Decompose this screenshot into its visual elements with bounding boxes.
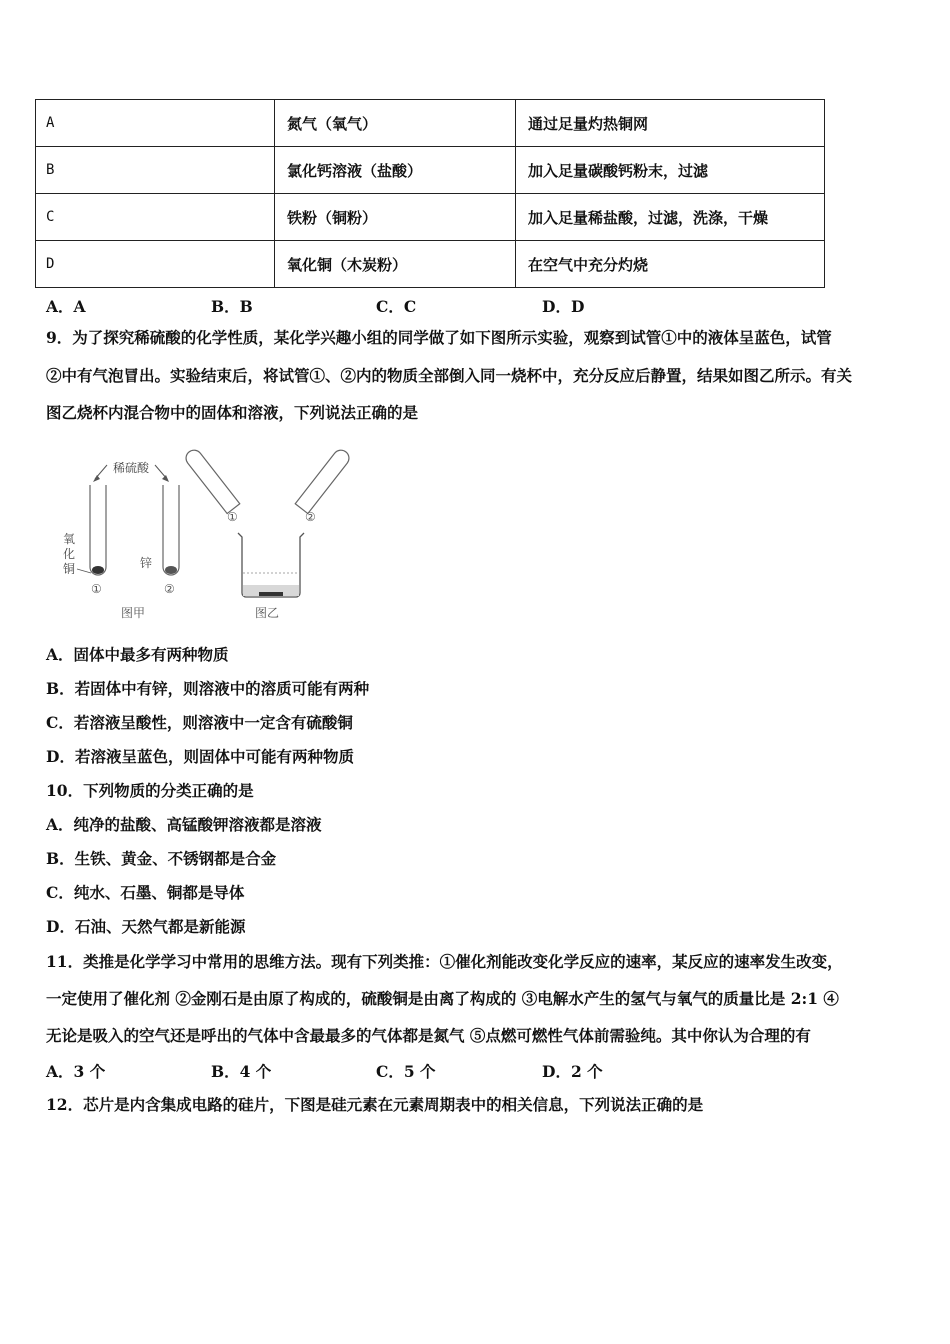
row-method: 通过足量灼热铜网 (516, 100, 825, 147)
solid-residue (259, 592, 283, 596)
choice-d[interactable]: D．D (542, 297, 585, 316)
arrow-left-head (93, 475, 100, 482)
row-method: 加入足量碳酸钙粉末，过滤 (516, 147, 825, 194)
q11-stem-line-1: 11．类推是化学学习中常用的思维方法。现有下列类推：①催化剂能改变化学反应的速率，某反应的速率发生改变， (46, 952, 843, 971)
q10-stem: 10．下列物质的分类正确的是 (46, 781, 254, 800)
copper-oxide-solid (92, 566, 104, 574)
q10-option-a[interactable]: A．纯净的盐酸、高锰酸钾溶液都是溶液 (46, 815, 322, 834)
q12-stem: 12．芯片是内含集成电路的硅片，下图是硅元素在元素周期表中的相关信息，下列说法正确的是 (46, 1095, 704, 1114)
tilted-tube-1-number: ① (227, 510, 238, 524)
q9-stem-line-2: ②中有气泡冒出。实验结束后，将试管①、②内的物质全部倒入同一烧杯中，充分反应后静置，结果如图乙所示。有关 (46, 366, 853, 385)
choice-b[interactable]: B．B (211, 297, 253, 316)
acid-label: 稀硫酸 (113, 461, 150, 475)
left-label-2: 化 (63, 547, 76, 561)
row-label: C (36, 194, 275, 241)
q11-stem-line-3: 无论是吸入的空气还是呼出的气体中含最最多的气体都是氮气 ⑤点燃可燃性气体前需验纯。其中你认为合理的有 (46, 1026, 811, 1045)
arrow-right-head (162, 475, 169, 482)
test-tube-1 (90, 485, 106, 575)
q10-option-b[interactable]: B．生铁、黄金、不锈钢都是合金 (46, 849, 277, 868)
experiment-figure (55, 445, 355, 625)
tilted-tube-2-number: ② (305, 510, 316, 524)
tube-1-number: ① (91, 582, 102, 596)
tube-2-number: ② (164, 582, 175, 596)
row-substance: 铁粉（铜粉） (275, 194, 516, 241)
row-label: D (36, 241, 275, 288)
row-label: B (36, 147, 275, 194)
choice-c[interactable]: C．5 个 (376, 1062, 436, 1081)
row-substance: 氧化铜（木炭粉） (275, 241, 516, 288)
tilted-tube-2 (295, 447, 352, 514)
table-row (36, 194, 825, 241)
table-row (36, 100, 825, 147)
q9-option-d[interactable]: D．若溶液呈蓝色，则固体中可能有两种物质 (46, 747, 354, 766)
tilted-tube-1 (183, 447, 240, 514)
row-substance: 氯化钙溶液（盐酸） (275, 147, 516, 194)
right-label: 锌 (140, 556, 153, 570)
q9-stem-line-1: 9．为了探究稀硫酸的化学性质，某化学兴趣小组的同学做了如下图所示实验，观察到试管①中的液体呈蓝色，试管 (46, 328, 832, 347)
q11-stem-line-2: 一定使用了催化剂 ②金刚石是由原了构成的，硫酸铜是由离了构成的 ③电解水产生的氢气与氧气的质量比是 2:1 ④ (46, 989, 839, 1008)
zinc-solid (165, 566, 177, 574)
choice-d[interactable]: D．2 个 (542, 1062, 603, 1081)
experiment-diagram (55, 445, 355, 625)
row-method: 加入足量稀盐酸，过滤，洗涤，干燥 (516, 194, 825, 241)
q9-option-b[interactable]: B．若固体中有锌，则溶液中的溶质可能有两种 (46, 679, 370, 698)
test-tube-2 (163, 485, 179, 575)
row-label: A (36, 100, 275, 147)
q9-stem-line-3: 图乙烧杯内混合物中的固体和溶液，下列说法正确的是 (46, 403, 419, 422)
choice-a[interactable]: A．A (46, 297, 86, 316)
left-label-1: 氧 (63, 532, 76, 546)
table-row (36, 241, 825, 288)
purification-table (35, 99, 825, 288)
caption-b: 图乙 (255, 606, 280, 620)
caption-a: 图甲 (121, 606, 146, 620)
row-substance: 氮气（氧气） (275, 100, 516, 147)
choice-c[interactable]: C．C (376, 297, 417, 316)
left-label-3: 铜 (63, 562, 76, 576)
choice-b[interactable]: B．4 个 (211, 1062, 272, 1081)
pointer-line (77, 569, 91, 573)
table-row (36, 147, 825, 194)
q9-option-c[interactable]: C．若溶液呈酸性，则溶液中一定含有硫酸铜 (46, 713, 353, 732)
row-method: 在空气中充分灼烧 (516, 241, 825, 288)
q10-option-d[interactable]: D．石油、天然气都是新能源 (46, 917, 246, 936)
choice-a[interactable]: A．3 个 (46, 1062, 106, 1081)
q10-option-c[interactable]: C．纯水、石墨、铜都是导体 (46, 883, 245, 902)
q9-option-a[interactable]: A．固体中最多有两种物质 (46, 645, 229, 664)
